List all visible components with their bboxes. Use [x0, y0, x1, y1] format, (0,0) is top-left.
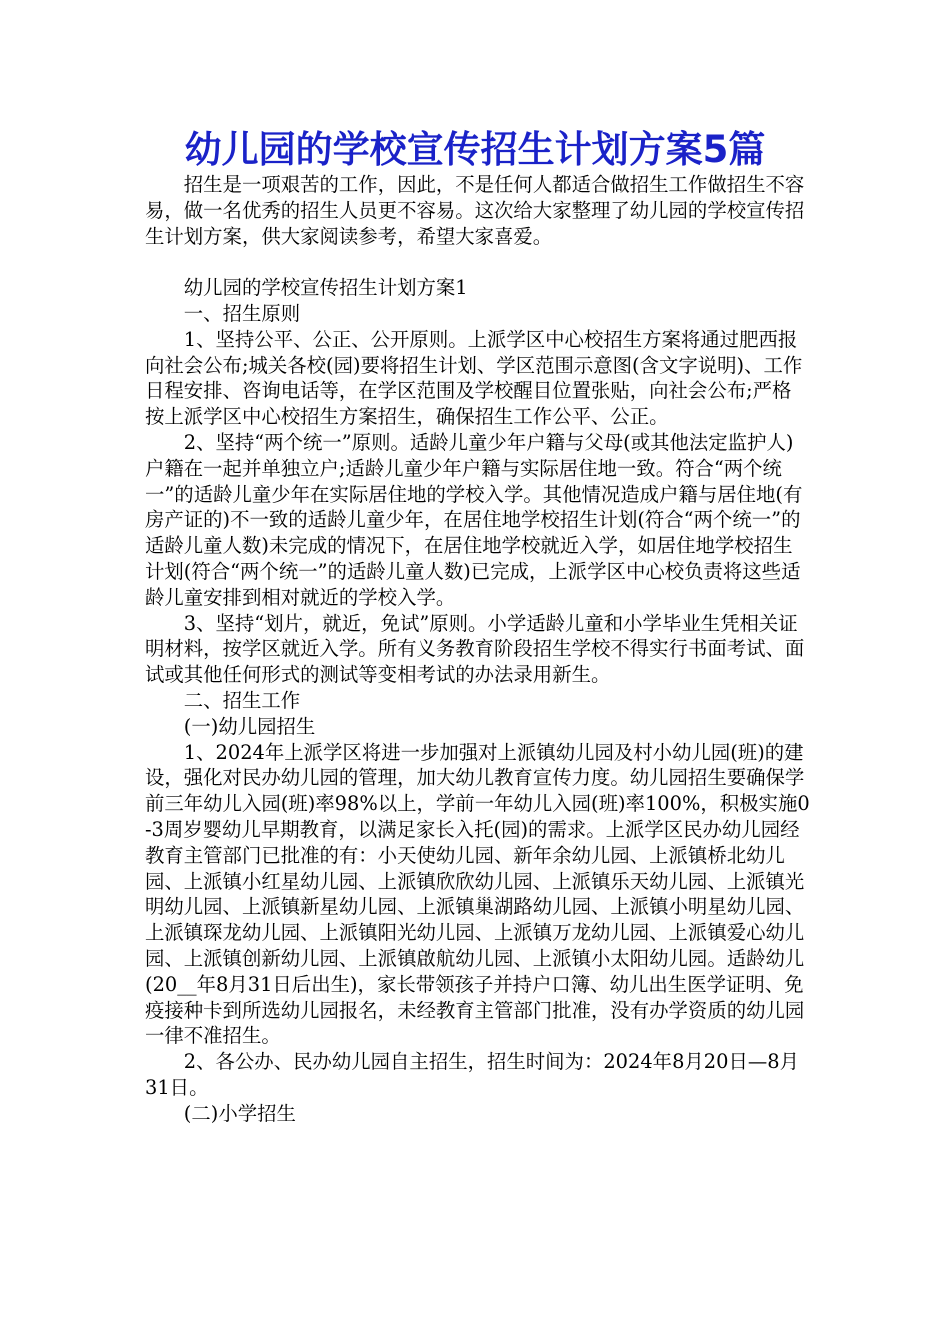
kindergarten-enrollment-dates: 2、各公办、民办幼儿园自主招生，招生时间为：2024年8月20日—8月31日。 [145, 1050, 799, 1099]
principle-nearby-enrollment: 3、坚持“划片，就近，免试”原则。小学适龄儿童和小学毕业生凭相关证明材料，按学区就近入学。所有义务教育阶段招生学校不得实行书面考试、面试或其他任何形式的测试等变相考试的办法录用新生。 [145, 611, 805, 687]
kindergarten-enrollment-details: 1、2024年上派学区将进一步加强对上派镇幼儿园及村小幼儿园(班)的建设，强化对民办幼儿园的管理，加大幼儿教育宣传力度。幼儿园招生要确保学前三年幼儿入园(班)率98%以上，学前一年幼儿入园(班)率100%，积极实施0-3周岁婴幼儿早期教育，以满足家长入托(园)的需求。上派学区民办幼儿园经教育主管部门已批准的有：小天使幼儿园、新年余幼儿园、上派镇桥北幼儿园、上派镇小红星幼儿园、上派镇欣欣幼儿园、上派镇乐天幼儿园、上派镇光明幼儿园、上派镇新星幼儿园、上派镇巢湖路幼儿园、上派镇小明星幼儿园、上派镇琛龙幼儿园、上派镇阳光幼儿园、上派镇万龙幼儿园、上派镇爱心幼儿园、上派镇创新幼儿园、上派镇啟航幼儿园、上派镇小太阳幼儿园。适龄幼儿(20__年8月31日后出生)，家长带领孩子并持户口簿、幼儿出生医学证明、免疫接种卡到所选幼儿园报名，未经教育主管部门批准，没有办学资质的幼儿园一律不准招生。 [145, 740, 810, 1048]
document-body [145, 172, 810, 1126]
heading-kindergarten-enrollment: (一)幼儿园招生 [183, 714, 316, 738]
heading-enrollment-principles: 一、招生原则 [183, 301, 301, 325]
principle-fairness: 1、坚持公平、公正、公开原则。上派学区中心校招生方案将通过肥西报向社会公布;城关各校(园)要将招生计划、学区范围示意图(含文字说明)、工作日程安排、咨询电话等，在学区范围及学校醒目位置张贴，向社会公布;严格按上派学区中心校招生方案招生，确保招生工作公平、公正。 [145, 327, 803, 429]
section-heading-plan-1: 幼儿园的学校宣传招生计划方案1 [183, 276, 468, 300]
heading-primary-enrollment: (二)小学招生 [183, 1101, 296, 1125]
heading-enrollment-work: 二、招生工作 [183, 688, 301, 712]
document-title: 幼儿园的学校宣传招生计划方案5篇 [184, 128, 766, 171]
principle-two-unities: 2、坚持“两个统一”原则。适龄儿童少年户籍与父母(或其他法定监护人)户籍在一起并单独立户;适龄儿童少年户籍与实际居住地一致。符合“两个统一”的适龄儿童少年在实际居住地的学校入学。其他情况造成户籍与居住地(有房产证的)不一致的适龄儿童少年，在居住地学校招生计划(符合“两个统一”的适龄儿童人数)未完成的情况下，在居住地学校就近入学，如居住地学校招生计划(符合“两个统一”的适龄儿童人数)已完成，上派学区中心校负责将这些适龄儿童安排到相对就近的学校入学。 [145, 430, 803, 609]
intro-paragraph: 招生是一项艰苦的工作，因此，不是任何人都适合做招生工作做招生不容易，做一名优秀的招生人员更不容易。这次给大家整理了幼儿园的学校宣传招生计划方案，供大家阅读参考，希望大家喜爱。 [145, 173, 805, 248]
paragraph-gap [145, 249, 810, 275]
